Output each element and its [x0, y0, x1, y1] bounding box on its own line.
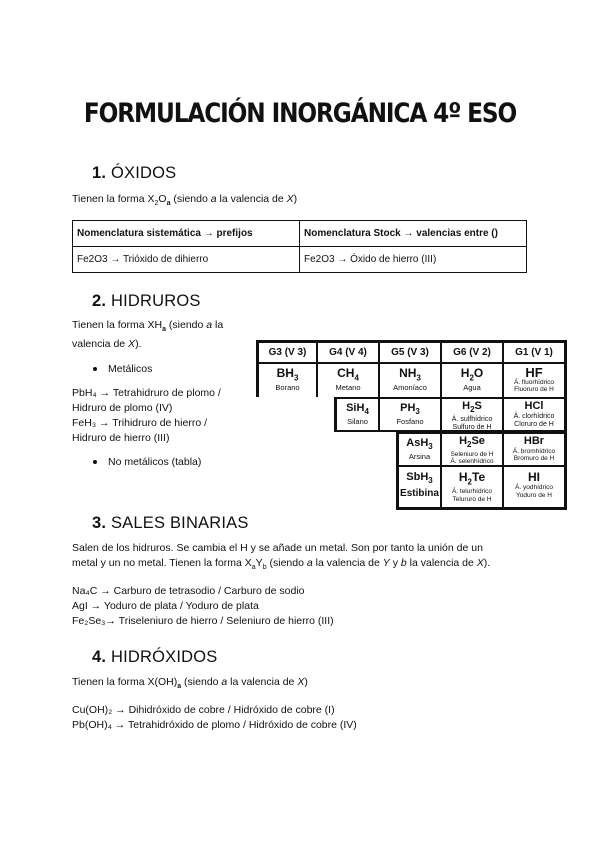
hydride-cell-ch4: $CH_4$ Metano [318, 364, 378, 397]
table-header: Nomenclatura sistemática → prefijos [73, 221, 300, 247]
example-line: Na₄C → Carburo de tetrasodio / Carburo de sodio [72, 585, 305, 597]
hydride-cell-hi: HI Á. yodhídrico Yoduro de H [504, 467, 564, 507]
section-heading-hidroxidos: 4. HIDRÓXIDOS [92, 648, 218, 666]
hydride-table [256, 340, 567, 510]
hidroxidos-intro: Tienen la forma $X(OH)_a$ (siendo a la valencia de X) [72, 676, 308, 691]
hydride-cell-sih4: SiH$_4$ Silano [337, 399, 378, 430]
metal-hydride-examples [72, 386, 221, 446]
bullet-nometalicos: No metálicos (tabla) [108, 456, 202, 468]
sales-examples [72, 584, 334, 629]
hydride-cell-sbh3: SbH$_3$ Estibina [399, 467, 440, 507]
example-line: Pb(OH)₄ → Tetrahidróxido de plomo / Hidróxido de cobre (IV) [72, 719, 357, 731]
group-header: G1 (V 1) [504, 343, 564, 362]
bullet-icon [93, 460, 97, 464]
example-line: PbH₄ → Tetrahidruro de plomo / [72, 387, 221, 399]
section-heading-hidruros: 2. HIDRUROS [92, 292, 201, 310]
page-title: FORMULACIÓN INORGÁNICA 4º ESO [83, 98, 517, 129]
table-header: Nomenclatura Stock → valencias entre () [300, 221, 527, 247]
section-heading-sales: 3. SALES BINARIAS [92, 514, 249, 532]
hydride-cell-h2s: $H_2S$ Á. sulfhídrico Sulfuro de H [442, 399, 502, 430]
example-line: FeH₃ → Trihidruro de hierro / [72, 417, 207, 429]
example-line: Hidruro de plomo (IV) [72, 402, 173, 414]
hydride-cell-h2te: $H_2Te$ Á. telurhídrico Telururo de H [442, 467, 502, 507]
hydride-cell-hf: HF Á. fluorhídrico Fluoruro de H [504, 364, 564, 397]
group-header: G4 (V 4) [318, 343, 378, 362]
example-line: AgI → Yoduro de plata / Yoduro de plata [72, 600, 259, 612]
hydride-cell-h2o: $H_2O$ Agua [442, 364, 502, 397]
hydride-cell-hbr: HBr Á. bromhídrico Bromuro de H [504, 434, 564, 465]
group-header: G5 (V 3) [380, 343, 440, 362]
hidruros-intro: Tienen la forma $XH_a$ (siendo a la valencia de X). [72, 319, 224, 351]
hidroxidos-examples [72, 703, 357, 733]
example-line: Fe₂Se₃→ Triseleniuro de hierro / Seleniuro de hierro (III) [72, 615, 334, 627]
hydride-cell-ash3: AsH$_3$ Arsina [399, 434, 440, 465]
hydride-cell-h2se: $H_2Se$ Seleniuro de H Á. selenhídrico [442, 434, 502, 465]
group-header: G3 (V 3) [259, 343, 316, 362]
table-cell: Fe2O3 → Óxido de hierro (III) [300, 247, 527, 273]
oxidos-intro: Tienen la forma $X_2O_a$ (siendo a la valencia de X) [72, 193, 298, 208]
section-heading-oxidos: 1. ÓXIDOS [92, 164, 177, 182]
group-header: G6 (V 2) [442, 343, 502, 362]
hydride-cell-ph3: $PH_3$ Fosfano [380, 399, 440, 430]
example-line: Cu(OH)₂ → Dihidróxido de cobre / Hidróxido de cobre (I) [72, 704, 335, 716]
hydride-cell-bh3: $BH_3$ Borano [259, 364, 316, 397]
table-cell: Fe2O3 → Trióxido de dihierro [73, 247, 300, 273]
bullet-metalicos: Metálicos [108, 363, 153, 375]
hydride-cell-hcl: HCl Á. clorhídrico Cloruro de H [504, 399, 564, 430]
hydride-cell-nh3: $NH_3$ Amoníaco [380, 364, 440, 397]
oxidos-nomenclature-table [72, 220, 527, 273]
bullet-icon [93, 367, 97, 371]
example-line: Hidruro de hierro (III) [72, 432, 170, 444]
sales-intro: Salen de los hidruros. Se cambia el H y se añade un metal. Son por tanto la unión de un metal y un no metal. Tienen la forma $X_aY_b$ (siendo a la valencia de Y y b la valencia de X). [72, 542, 491, 572]
